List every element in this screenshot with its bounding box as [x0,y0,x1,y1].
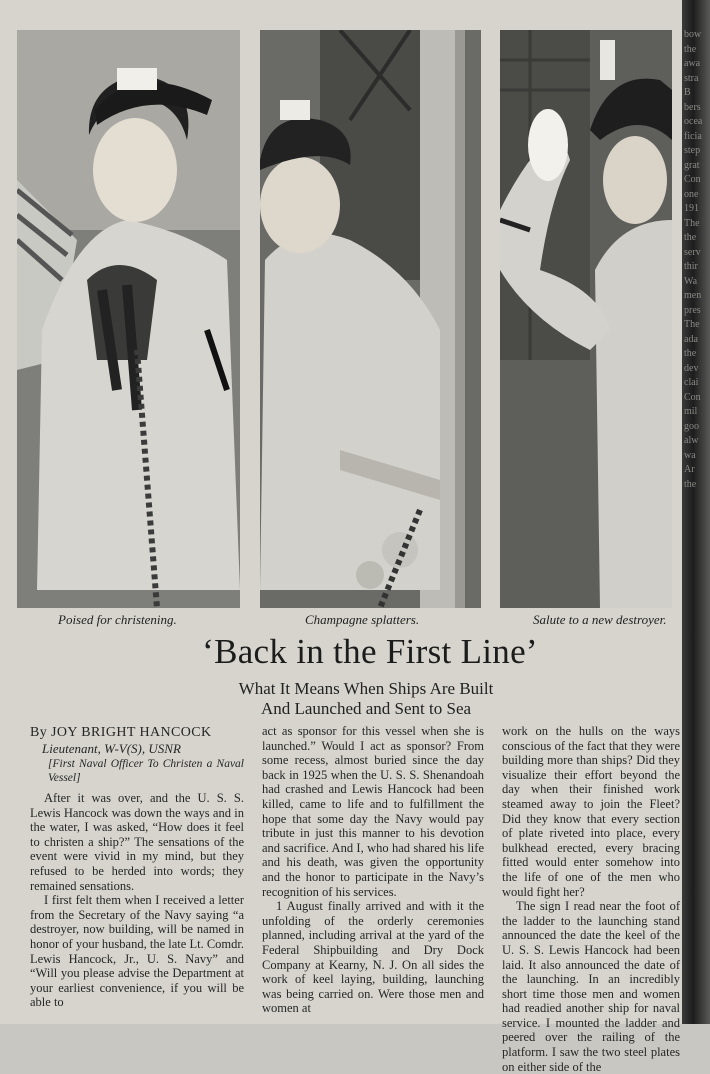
byline-rank: Lieutenant, W-V(S), USNR [42,741,181,756]
facing-page-word: thir [684,261,698,272]
facing-page-word: Ar [684,464,695,475]
facing-page-word: stra [684,72,699,84]
facing-page-word: Wa [684,275,698,287]
facing-page-word: B [684,87,691,98]
facing-page-word: serv [684,246,701,258]
facing-page-word: wa [684,449,696,461]
facing-page-word: 191 [684,203,699,214]
facing-page-word: dev [684,362,699,374]
officer-portrait-image [17,30,240,608]
facing-page-word: bow [684,29,702,40]
facing-page-word: men [684,290,702,301]
photo-poised-for-christening [17,30,240,608]
facing-page-word: ada [684,333,698,345]
facing-page-word: ficia [684,130,702,142]
paragraph: The sign I read near the foot of the ladder to the launching stand announced the date the keel of the U. S. S. Lewis Hancock had been laid. It also announced the date of the launching. In an incredibly short time those men and women had readied another ship for naval service. I mounted the ladder and peered over the railing of the platform. I saw the two steel plates on either side of the [502,899,680,1074]
facing-page-word: alw [684,435,699,446]
paragraph: 1 August finally arrived and with it the unfolding of the orderly ceremonies planned, including arrival at the yard of the Federal Shipbuilding and Dry Dock Company at Kearny, N. J. On all sides the work of keel laying, building, launching was being carried on. Were those men and women at [262,899,484,1016]
paragraph: work on the hulls on the ways conscious of the fact that they were building more than ships? Did they visualize their effort beyond the day when their finished work steamed away to join the Fleet? Did they know that every section of plate riveted into place, every bulkhead erected, every bracing fitted would enter somehow into the life of one of the men who would fight her? [502,724,680,899]
facing-page-word: the [684,348,697,359]
facing-page-word: ocea [684,116,703,127]
photo-salute-new-destroyer [500,30,672,608]
facing-page-word: goo [684,420,699,432]
caption-photo-3: Salute to a new destroyer. [533,612,667,627]
caption-photo-1: Poised for christening. [58,612,177,627]
facing-page-text [684,28,710,548]
caption-photo-2: Champagne splatters. [305,612,420,627]
facing-page-word: the [684,232,697,243]
photo-champagne-splatters [260,30,481,608]
article-subhead-line-2: And Launched and Sent to Sea [260,699,472,718]
article-headline: ‘Back in the First Line’ [202,632,538,671]
facing-page-word: one [684,188,699,200]
paragraph: After it was over, and the U. S. S. Lewis Hancock was down the ways and in the water, I was asked, “How does it feel to christen a ship?” The sensations of the event were vivid in my mind, but they refused to be herded into words; they remained sensations. [30,791,244,893]
article-subhead-line-1: What It Means When Ships Are Built [238,679,494,698]
facing-page-word: grat [684,159,700,171]
facing-page-word: step [684,145,701,156]
article-column-2 [262,724,484,1016]
facing-page-word: the [684,478,697,490]
facing-page-word: clai [684,377,699,388]
byline-author: By JOY BRIGHT HANCOCK [30,725,212,740]
byline-note: [First Naval Officer To Christen a Naval Vessel] [48,758,244,784]
article-column-1 [30,724,244,1010]
facing-page-word: Con [684,174,701,185]
paragraph: act as sponsor for this vessel when she is launched.” Would I act as sponsor? From some recess, almost buried since the day back in 1925 when the U. S. S. Shenandoah had crashed and Lewis Hancock had been killed, came to life and to fulfillment the hope that some day the Navy would pay tribute in just this manner to his devotion and sacrifice. And I, who had shared his life and his death, was given the opportunity and the honor to participate in the Navy’s recognition of his services. [262,724,484,899]
facing-page-word: The [684,217,700,229]
christening-image [260,30,481,608]
article-column-3 [502,724,680,1074]
paragraph: I first felt them when I received a letter from the Secretary of the Navy saying “a destroyer, now building, will be named in honor of your husband, the late Lt. Comdr. Lewis Hancock, Jr., U. S. Navy” and “Will you please advise the Department at your earliest convenience, if you will be able to [30,893,244,1010]
facing-page-word: pres [684,304,701,316]
facing-page-word: mil [684,406,698,417]
facing-page-word: Con [684,391,701,403]
facing-page-word: The [684,319,700,330]
salute-image [500,30,672,608]
facing-page-word: bers [684,101,701,113]
facing-page-word: the [684,43,697,55]
facing-page-word: awa [684,58,701,69]
